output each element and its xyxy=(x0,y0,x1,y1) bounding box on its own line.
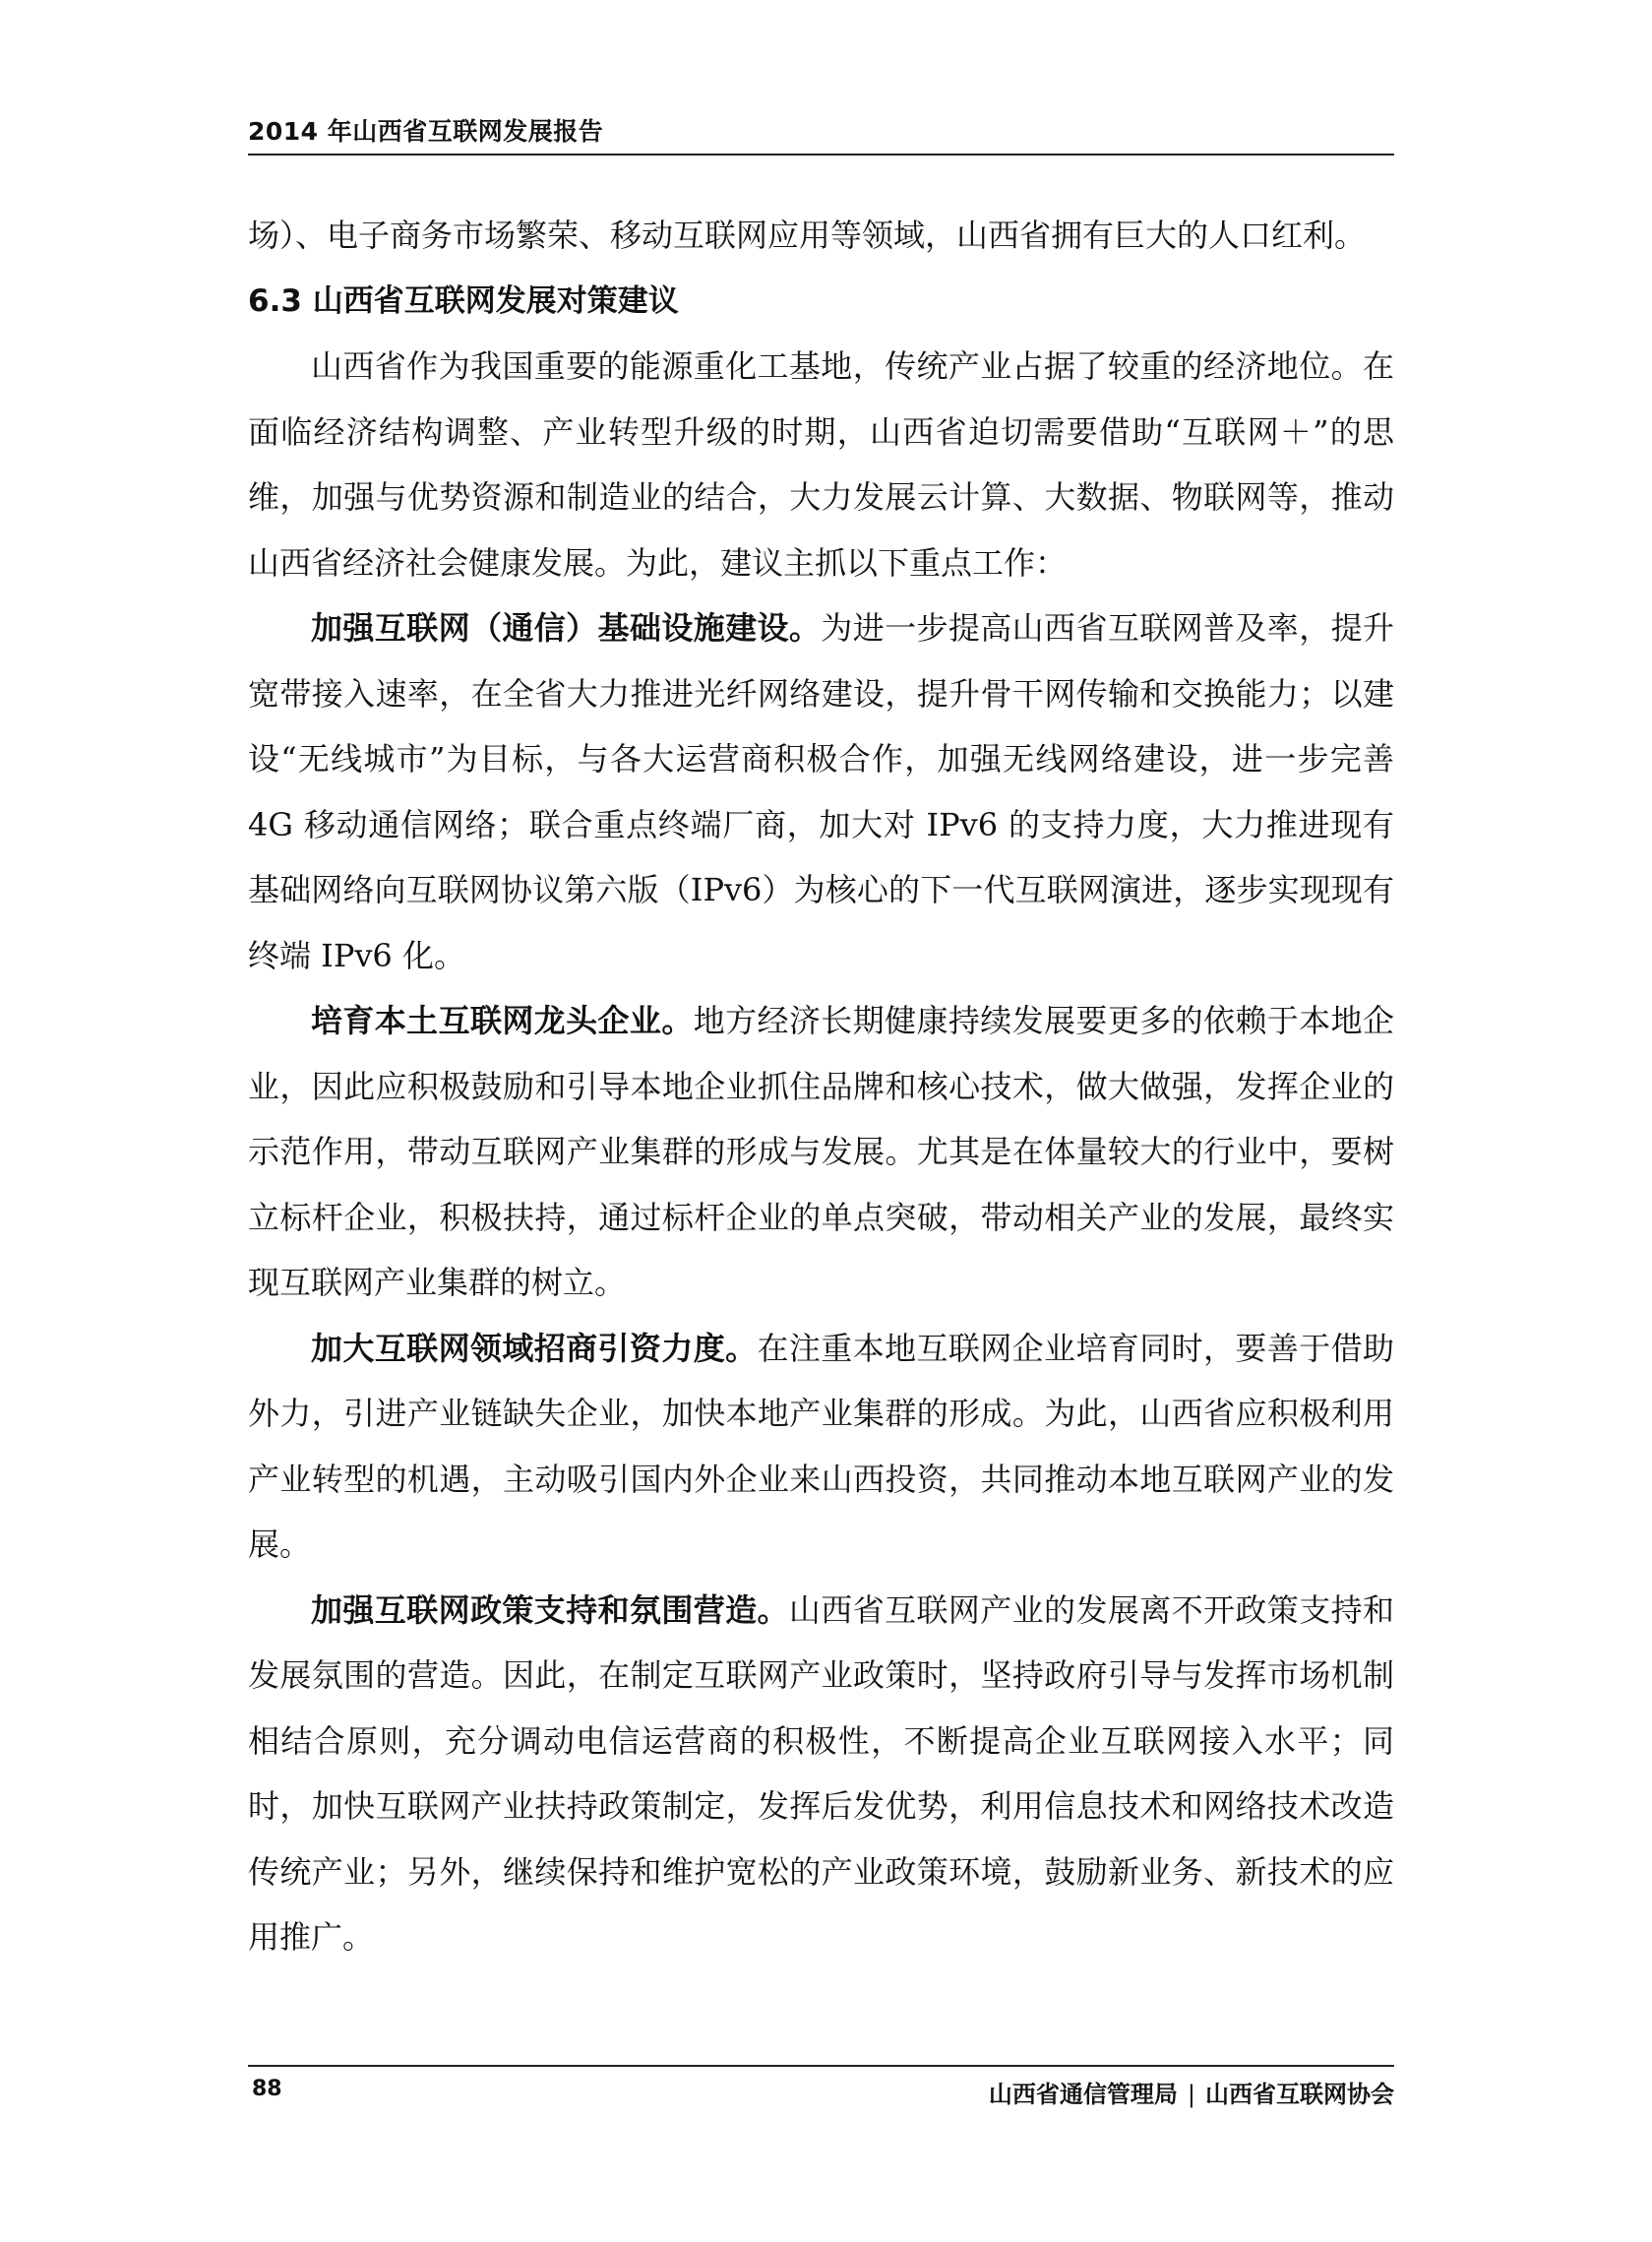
point-paragraph-local-enterprises xyxy=(248,988,1394,1316)
point-lead: 加大互联网领域招商引资力度。 xyxy=(311,1329,758,1367)
footer-org-left: 山西省通信管理局 xyxy=(988,2081,1178,2108)
page-content xyxy=(248,203,1394,1970)
point-lead: 加强互联网政策支持和氛围营造。 xyxy=(311,1590,789,1629)
point-paragraph-infrastructure xyxy=(248,595,1394,988)
report-title: 2014 年山西省互联网发展报告 xyxy=(248,117,604,146)
point-body: 在注重本地互联网企业培育同时，要善于借助外力，引进产业链缺失企业，加快本地产业集群的形成。为此，山西省应积极利用产业转型的机遇，主动吸引国内外企业来山西投资，共同推动本地互联网产业的发展。 xyxy=(248,1329,1394,1563)
point-body: 地方经济长期健康持续发展要更多的依赖于本地企业，因此应积极鼓励和引导本地企业抓住品牌和核心技术，做大做强，发挥企业的示范作用，带动互联网产业集群的形成与发展。尤其是在体量较大的行业中，要树立标杆企业，积极扶持，通过标杆企业的单点突破，带动相关产业的发展，最终实现互联网产业集群的树立。 xyxy=(248,1002,1394,1301)
intro-paragraph: 山西省作为我国重要的能源重化工基地，传统产业占据了较重的经济地位。在面临经济结构调整、产业转型升级的时期，山西省迫切需要借助“互联网＋”的思维，加强与优势资源和制造业的结合，大力发展云计算、大数据、物联网等，推动山西省经济社会健康发展。为此，建议主抓以下重点工作： xyxy=(248,347,1394,582)
section-heading: 6.3 山西省互联网发展对策建议 xyxy=(248,282,679,319)
point-lead: 加强互联网（通信）基础设施建设。 xyxy=(311,609,822,647)
page-number: 88 xyxy=(252,2077,282,2101)
point-lead: 培育本土互联网龙头企业。 xyxy=(311,1002,694,1039)
footer-organizations xyxy=(989,2075,1394,2109)
continuation-paragraph: 场）、电子商务市场繁荣、移动互联网应用等领域，山西省拥有巨大的人口红利。 xyxy=(248,217,1367,254)
page-header xyxy=(248,106,1394,156)
point-paragraph-investment xyxy=(248,1316,1394,1578)
point-body: 为进一步提高山西省互联网普及率，提升宽带接入速率，在全省大力推进光纤网络建设，提升骨干网传输和交换能力；以建设“无线城市”为目标，与各大运营商积极合作，加强无线网络建设，进一步完善 4G 移动通信网络；联合重点终端厂商，加大对 IPv6 的支持力度，大力推进现有基础网络向互联网协议第六版（IPv6）为核心的下一代互联网演进，逐步实现现有终端 IPv6 化。 xyxy=(248,609,1394,974)
footer-org-right: 山西省互联网协会 xyxy=(1205,2081,1394,2108)
point-body: 山西省互联网产业的发展离不开政策支持和发展氛围的营造。因此，在制定互联网产业政策时，坚持政府引导与发挥市场机制相结合原则，充分调动电信运营商的积极性，不断提高企业互联网接入水平；同时，加快互联网产业扶持政策制定，发挥后发优势，利用信息技术和网络技术改造传统产业；另外，继续保持和维护宽松的产业政策环境，鼓励新业务、新技术的应用推广。 xyxy=(248,1590,1394,1956)
footer-separator: | xyxy=(1187,2081,1195,2108)
point-paragraph-policy xyxy=(248,1578,1394,1970)
page-footer xyxy=(248,2065,1394,2110)
